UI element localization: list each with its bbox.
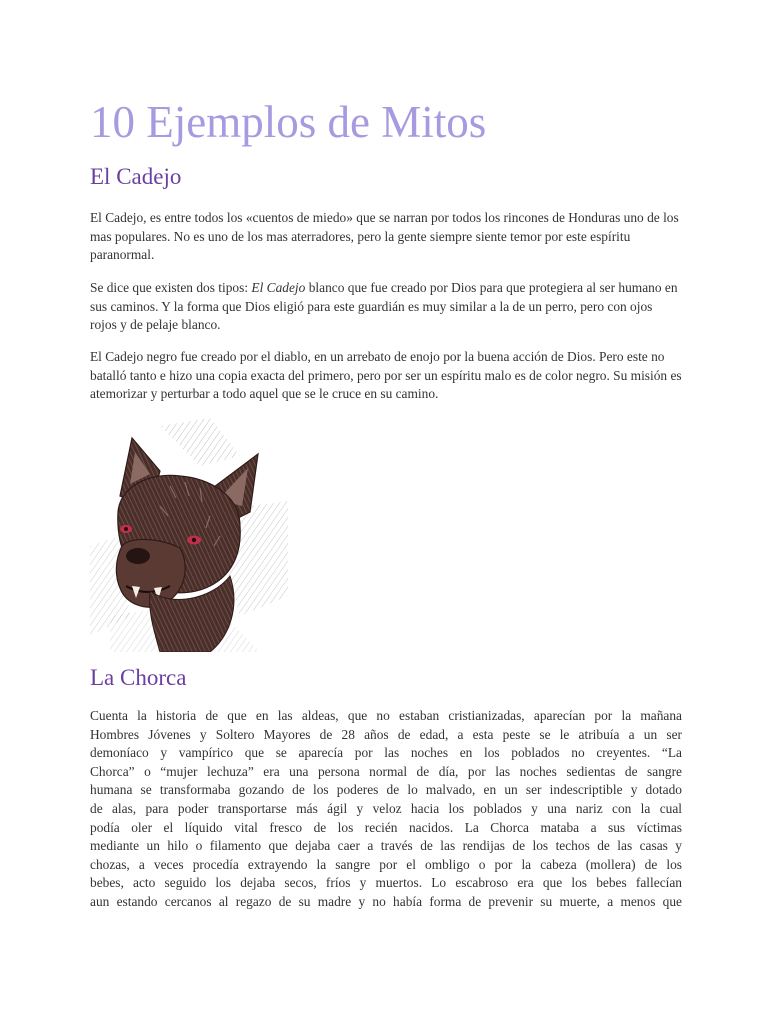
paragraph-line: aun estando cercanos al regazo de su madre y no había forma de prevenir su muerte, a menos que [90,893,682,909]
paragraph-chorca-story [90,707,682,923]
paragraph-line: mediante un hilo o filamento que dejaba caer a través de las rendijas de los techos de las casas y [90,838,682,854]
paragraph-line: Cuenta la historia de que en las aldeas, que no estaban cristianizadas, aparecían por la mañana [90,708,682,723]
paragraph-cadejo-intro: El Cadejo, es entre todos los «cuentos de miedo» que se narran por todos los rincones de Honduras uno de los mas populares. No es uno de los mas aterradores, pero la gente siempre siente temor por este espíritu paranormal. [90,210,679,263]
paragraph-line: demoníaco y vampírico que se aparecía por las noches en los poblados no creyentes. “La [90,745,682,761]
paragraph-line: de alas, para poder transportarse más ágil y veloz hacia los poblados y una nariz con la cual [90,800,682,816]
paragraph-text: blanco que fue creado por Dios para que protegiera al ser humano en sus caminos. Y la forma que Dios eligió para este guardián es muy similar a la de un perro, pero con ojos rojos y de pelaje blanco. [90,280,678,333]
section-heading-el-cadejo: El Cadejo [90,164,182,189]
paragraph-line: podía oler el líquido vital fresco de los recién nacidos. La Chorca mataba a sus víctimas [90,819,682,835]
paragraph-line: humana se transformaba gozando de los poderes de lo malvado, en un ser indescriptible y dotado [90,782,682,798]
emphasis-el-cadejo: El Cadejo [251,280,306,295]
paragraph-line: Chorca” o “mujer lechuza” era una persona normal de día, por las noches sedientas de sangre [90,763,682,779]
paragraph-line: bebes, acto seguido los dejaba secos, fríos y muertos. Lo escabroso era que los bebes fallecían [90,875,682,891]
paragraph-cadejo-types [90,279,682,335]
paragraph-line: chozas, a veces procedía extrayendo la sangre por el ombligo o por la cabeza (mollera) de los [90,856,682,872]
paragraph-line: Hombres Jóvenes y Soltero Mayores de 28 años de edad, a esta peste se le atribuía a un ser [90,726,682,742]
cadejo-dog-sketch-icon [90,416,288,652]
document-title: 10 Ejemplos de Mitos [90,97,487,147]
paragraph-text: Se dice que existen dos tipos: [90,280,252,295]
paragraph-cadejo-negro: El Cadejo negro fue creado por el diablo, en un arrebato de enojo por la buena acción de Dios. Pero este no batalló tanto e hizo una copia exacta del primero, pero por ser un espíritu malo es de color negro. Su misión es atemorizar y perturbar a todo aquel que se le cruce en su camino. [90,349,682,402]
section-heading-la-chorca: La Chorca [90,665,187,690]
